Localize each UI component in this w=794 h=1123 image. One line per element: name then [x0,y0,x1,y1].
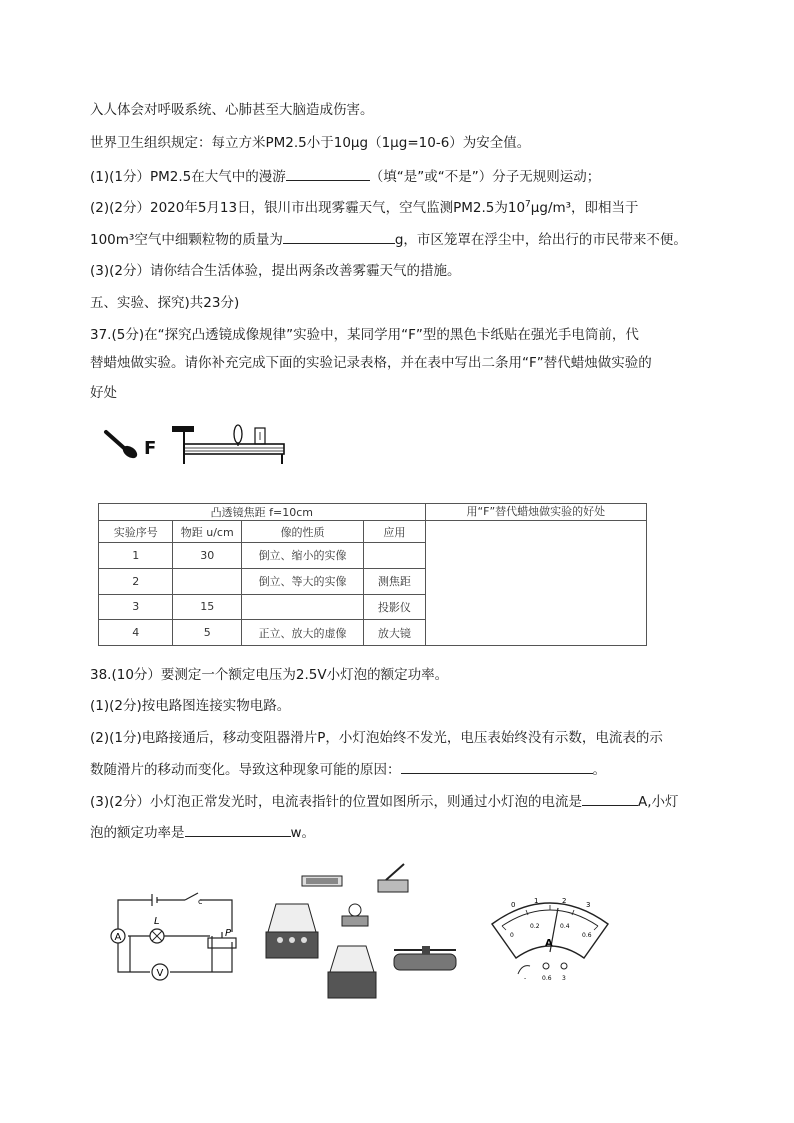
table-cell: 2 [99,568,173,594]
optical-bench-icon [172,425,284,464]
answer-blank-3[interactable] [401,759,593,774]
section-title: 五、实验、探究)共23分) [90,295,240,311]
col-header-index: 实验序号 [99,521,173,543]
dial-tick-label: 0.2 [530,923,540,930]
f-letter: F [144,438,157,459]
voltmeter-symbol [152,964,168,980]
dial-terminals [518,963,567,982]
table-cell: 倒立、等大的实像 [242,568,364,594]
voltmeter-device-icon [328,946,376,998]
apparatus-illustration [258,860,468,1005]
table-cell: 15 [173,594,242,620]
switch-icon [378,864,408,892]
question-2-unit: μg/m³，即相当于 [530,200,639,216]
question-2-text-2: 100m³空气中细颗粒物的质量为 [90,232,283,248]
col-header-distance: 物距 u/cm [173,521,242,543]
table-cell: 投影仪 [364,594,426,620]
question-1 [90,166,600,187]
table-cell: 倒立、缩小的实像 [242,543,364,569]
answer-blank-2[interactable] [283,229,395,244]
question-37-line-3: 好处 [90,385,117,401]
ammeter-dial [488,890,613,982]
dial-tick-label: 0.4 [560,923,570,930]
question-38-part-2-end: 。 [592,762,606,778]
question-38-title: 38.(10分）要测定一个额定电压为2.5V小灯泡的额定功率。 [90,667,449,683]
table-cell: 3 [99,594,173,620]
table-cell[interactable] [173,568,242,594]
question-38-part-2-line-1: (2)(1分)电路接通后，移动变阻器滑片P，小灯泡始终不发光，电压表始终没有示数，电流表的示 [90,730,663,746]
question-3: (3)(2分）请你结合生活体验，提出两条改善雾霾天气的措施。 [90,263,461,279]
question-2-line-2 [90,229,687,250]
flashlight-icon [106,432,139,461]
lamp-symbol [150,916,164,943]
svg-text:3: 3 [562,975,566,982]
question-37-line-2: 替蜡烛做实验。请你补充完成下面的实验记录表格，并在表中写出二条用“F”替代蜡烛做实验的 [90,355,652,371]
question-38-part-1: (1)(2分)按电路图连接实物电路。 [90,698,291,714]
svg-text:0.6: 0.6 [542,975,552,982]
table-cell: 1 [99,543,173,569]
question-38-part-2-text: 数随滑片的移动而变化。导致这种现象可能的原因： [90,762,401,778]
experiment-table [98,503,647,646]
exponent: 7 [525,199,531,210]
table-cell: 测焦距 [364,568,426,594]
question-37-line-1: 37.(5分)在“探究凸透镜成像规律”实验中，某同学用“F”型的黑色卡纸贴在强光手电筒前，代 [90,327,639,343]
circuit-diagram [100,880,245,990]
col-header-image: 像的性质 [242,521,364,543]
table-header-benefit: 用“F”替代蜡烛做实验的好处 [426,504,646,521]
svg-text:L: L [154,916,160,927]
answer-blank-5[interactable] [185,822,291,837]
question-2-text-3: g，市区笼罩在浮尘中，给出行的市民带来不便。 [394,232,687,248]
answer-blank-1[interactable] [286,166,370,181]
who-standard-line: 世界卫生组织规定：每立方米PM2.5小于10μg（1μg=10-6）为安全值。 [90,135,531,151]
question-38-part-3-line-2 [90,822,315,843]
question-38-part-3-text-2: 泡的额定功率是 [90,825,185,841]
question-38-part-3-unit-2: w。 [290,825,316,841]
benefit-cell[interactable] [425,504,646,646]
optics-bench-figure [100,418,290,473]
table-cell: 放大镜 [364,620,426,646]
dial-tick-label: 1 [534,897,539,905]
question-38-part-3-unit: A,小灯 [637,794,679,810]
question-2-line-1 [90,198,639,218]
dial-tick-label: 2 [562,897,567,905]
answer-blank-4[interactable] [582,791,638,806]
question-38-part-3-text: (3)(2分）小灯泡正常发光时，电流表指针的位置如图所示，则通过小灯泡的电流是 [90,794,582,810]
battery-holder-icon [302,876,342,886]
table-cell[interactable] [364,543,426,569]
table-cell: 4 [99,620,173,646]
table-cell[interactable] [242,594,364,620]
dial-tick-label: 0.6 [582,932,592,939]
rheostat-icon [394,946,456,970]
question-38-part-3-line-1 [90,791,679,812]
question-1-text: (1)(1分）PM2.5在大气中的漫游 [90,169,286,185]
col-header-application: 应用 [364,521,426,543]
svg-text:-: - [524,975,527,982]
question-2-text: (2)(2分）2020年5月13日，银川市出现雾霾天气，空气监测PM2.5为10 [90,200,526,216]
intro-line: 入人体会对呼吸系统、心肺甚至大脑造成伤害。 [90,102,374,118]
slider-label: P [225,928,232,939]
dial-tick-label: 0 [510,932,514,939]
bulb-holder-icon [342,904,368,926]
switch-label: c [198,897,203,906]
ammeter-device-icon [266,904,318,958]
dial-unit: A [545,938,553,949]
table-cell: 5 [173,620,242,646]
ammeter-symbol [111,929,125,943]
question-1-text-after: （填“是”或“不是”）分子无规则运动； [369,169,601,185]
table-header-lens: 凸透镜焦距 f=10cm [99,504,426,521]
dial-tick-label: 3 [586,901,591,909]
table-cell: 正立、放大的虚像 [242,620,364,646]
svg-text:A: A [114,932,122,943]
table-cell: 30 [173,543,242,569]
svg-text:V: V [156,968,164,979]
dial-tick-label: 0 [511,901,516,909]
question-38-part-2-line-2 [90,759,606,780]
